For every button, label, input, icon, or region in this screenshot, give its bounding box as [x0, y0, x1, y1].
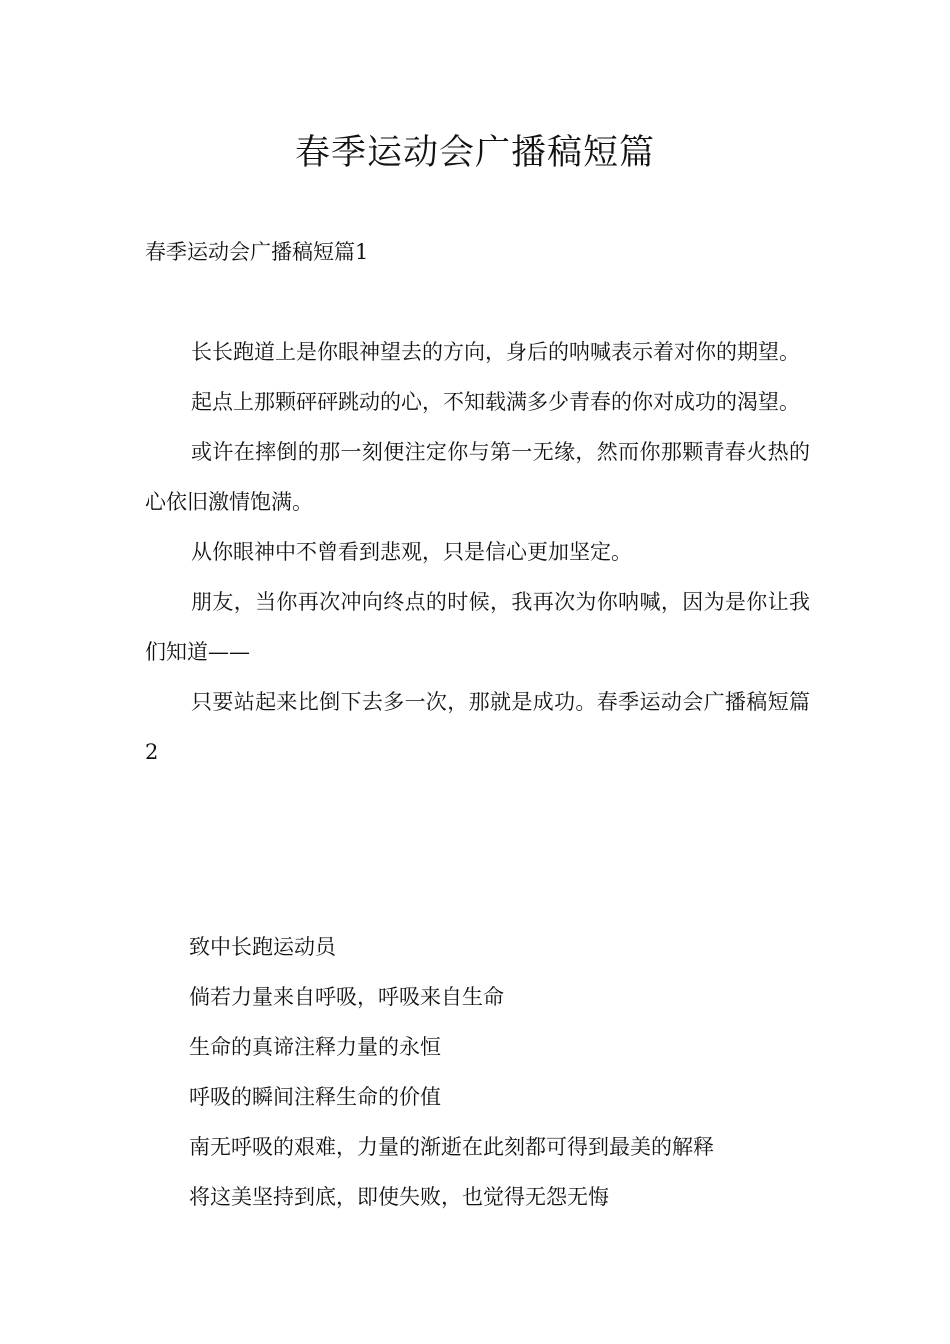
paragraph: 朋友，当你再次冲向终点的时候，我再次为你呐喊，因为是你让我们知道—— [145, 590, 810, 664]
poem-line: 南无呼吸的艰难，力量的渐逝在此刻都可得到最美的解释 [189, 1135, 714, 1159]
poem-line: 生命的真谛注释力量的永恒 [189, 1035, 441, 1059]
poem-line: 致中长跑运动员 [189, 935, 336, 959]
document-title: 春季运动会广播稿短篇 [294, 133, 655, 173]
poem-line: 将这美坚持到底，即使失败，也觉得无怨无悔 [189, 1185, 609, 1209]
section-heading-1: 春季运动会广播稿短篇1 [145, 240, 369, 264]
paragraph: 只要站起来比倒下去多一次，那就是成功。春季运动会广播稿短篇2 [145, 690, 810, 764]
section-1-body [145, 327, 810, 777]
section-2-poem [145, 922, 810, 1222]
paragraph: 或许在摔倒的那一刻便注定你与第一无缘，然而你那颗青春火热的心依旧激情饱满。 [145, 440, 810, 514]
paragraph: 从你眼神中不曾看到悲观，只是信心更加坚定。 [191, 540, 632, 564]
poem-line: 倘若力量来自呼吸，呼吸来自生命 [189, 985, 504, 1009]
paragraph: 长长跑道上是你眼神望去的方向，身后的呐喊表示着对你的期望。 [191, 340, 800, 364]
poem-line: 呼吸的瞬间注释生命的价值 [189, 1085, 441, 1109]
paragraph: 起点上那颗砰砰跳动的心，不知载满多少青春的你对成功的渴望。 [191, 390, 800, 414]
